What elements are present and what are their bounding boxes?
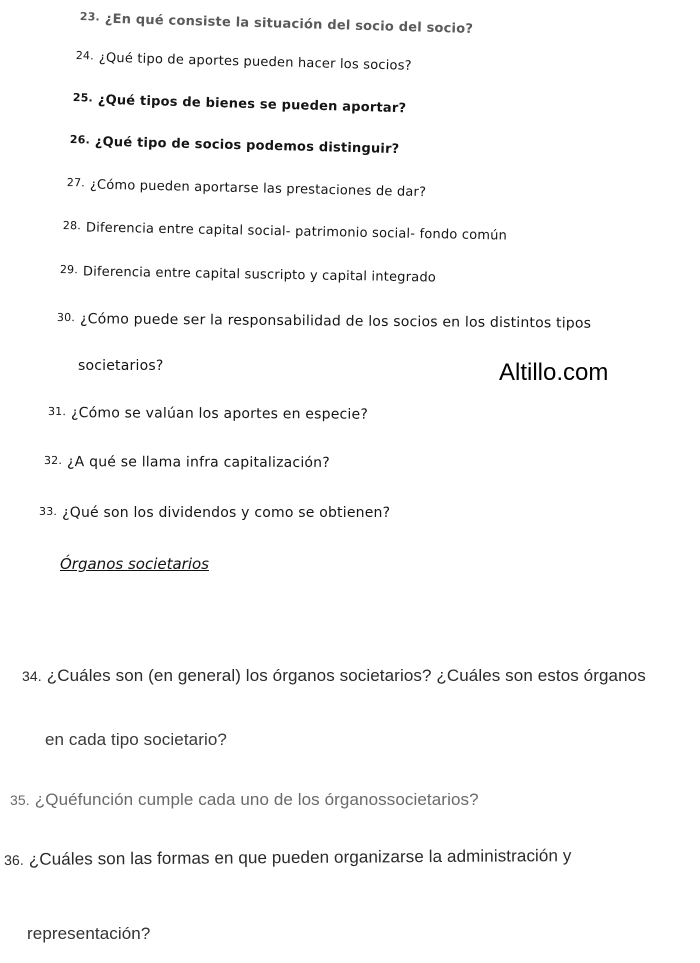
question-text: ¿Cuáles son (en general) los órganos societarios? ¿Cuáles son estos órganos [46, 666, 646, 685]
question-text: ¿A qué se llama infra capitalización? [67, 454, 330, 471]
question-number: 36. [4, 851, 24, 868]
question-36-continuation [27, 924, 150, 944]
question-32 [44, 454, 330, 471]
question-text: ¿Qué tipos de bienes se pueden aportar? [97, 92, 407, 117]
question-number: 30. [56, 311, 76, 325]
question-number: 28. [62, 219, 82, 233]
question-number: 24. [75, 49, 95, 63]
question-35 [10, 790, 479, 810]
question-text-continuation: representación? [27, 924, 151, 943]
question-27 [67, 176, 427, 200]
question-number: 35. [10, 792, 30, 808]
question-24 [76, 49, 412, 74]
question-text-continuation: societarios? [78, 358, 164, 374]
question-30-continuation [78, 358, 163, 374]
question-text-continuation: en cada tipo societario? [45, 730, 227, 749]
question-text: ¿Cuáles son las formas en que pueden organizarse la administración y [28, 846, 572, 869]
question-number: 29. [59, 263, 79, 277]
question-text: ¿Cómo se valúan los aportes en especie? [71, 405, 369, 423]
question-text: Diferencia entre capital suscripto y capital integrado [82, 264, 437, 286]
question-text: ¿Qué tipo de socios podemos distinguir? [94, 134, 400, 158]
question-number: 32. [43, 454, 63, 468]
question-text: ¿Qué son los dividendos y como se obtienen? [62, 505, 391, 521]
question-34-continuation [45, 730, 227, 750]
question-25 [73, 91, 407, 116]
question-30 [57, 311, 591, 332]
question-number: 31. [47, 405, 67, 419]
question-text: Diferencia entre capital social- patrimonio social- fondo común [85, 220, 508, 244]
question-number: 33. [39, 505, 58, 518]
question-text: ¿Cómo pueden aportarse las prestaciones de dar? [89, 177, 427, 201]
question-28 [63, 219, 508, 244]
question-text: ¿Qué tipo de aportes pueden hacer los socios? [98, 50, 412, 74]
question-number: 23. [79, 10, 101, 24]
question-text: ¿Cómo puede ser la responsabilidad de los socios en los distintos tipos [79, 311, 592, 332]
question-number: 34. [22, 668, 42, 684]
question-33 [39, 505, 390, 521]
question-34 [22, 666, 646, 686]
question-text: ¿Quéfunción cumple cada uno de los órganossocietarios? [34, 790, 479, 809]
question-23 [80, 10, 474, 37]
question-number: 26. [69, 133, 91, 147]
watermark-logo: Altillo.com [499, 359, 609, 386]
question-26 [70, 133, 400, 157]
question-36 [4, 846, 571, 870]
question-29 [60, 263, 436, 286]
question-number: 25. [72, 91, 94, 105]
question-number: 27. [66, 176, 86, 190]
question-text: ¿En qué consiste la situación del socio del socio? [104, 11, 474, 37]
section-heading: Órganos societarios [60, 555, 209, 573]
question-31 [48, 405, 368, 423]
